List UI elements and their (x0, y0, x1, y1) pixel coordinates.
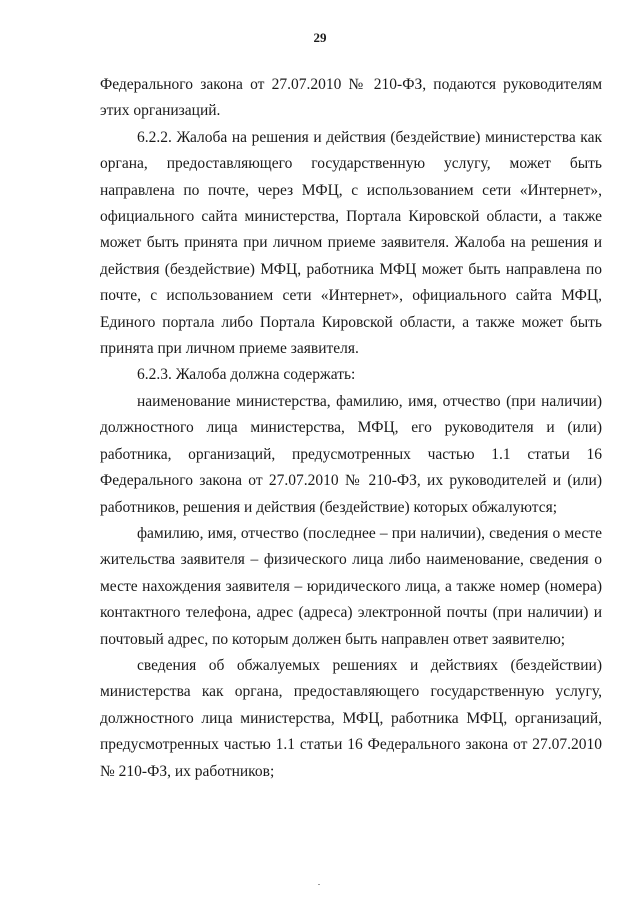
list-item-ministry-name: наименование министерства, фамилию, имя, отчество (при наличии) должностного лица министерства, МФЦ, его руководителя и (или) работника, организаций, предусмотренных частью 1.1 статьи 16 Федерального закона от 27.07.2010 № 210-ФЗ, их руководителей и (или) работников, решения и действия (бездействие) которых обжалуются; (100, 392, 602, 516)
list-item-applicant-info: фамилию, имя, отчество (последнее – при наличии), сведения о месте жительства заявителя – физического лица либо наименование, сведения о месте нахождения заявителя – юридического лица, а также номер (номера) контактного телефона, адрес (адреса) электронной почты (при наличии) и почтовый адрес, по которым должен быть направлен ответ заявителю; (100, 524, 602, 648)
page-number: 29 (313, 30, 327, 45)
list-item-appealed-decisions: сведения об обжалуемых решениях и действиях (бездействии) министерства как органа, предоставляющего государственную услугу, должностного лица министерства, МФЦ, работника МФЦ, организаций, предусмотренных частью 1.1 статьи 16 Федерального закона от 27.07.2010 № 210-ФЗ, их работников; (100, 656, 602, 780)
scan-speck (318, 884, 320, 885)
paragraph-6-2-2: 6.2.2. Жалоба на решения и действия (бездействие) министерства как органа, предоставляющего государственную услугу, может быть направлена по почте, через МФЦ, с использованием сети «Интернет», официального сайта министерства, Портала Кировской области, а также может быть принята при личном приеме заявителя. Жалоба на решения и действия (бездействие) МФЦ, работника МФЦ может быть направлена по почте, с использованием сети «Интернет», официального сайта МФЦ, Единого портала либо Портала Кировской области, а также может быть принята при личном приеме заявителя. (100, 128, 602, 358)
document-body (100, 72, 602, 785)
paragraph-continuation: Федерального закона от 27.07.2010 № 210-ФЗ, подаются руководителям этих организаций. (100, 76, 602, 120)
paragraph-6-2-3: 6.2.3. Жалоба должна содержать: (137, 366, 356, 384)
